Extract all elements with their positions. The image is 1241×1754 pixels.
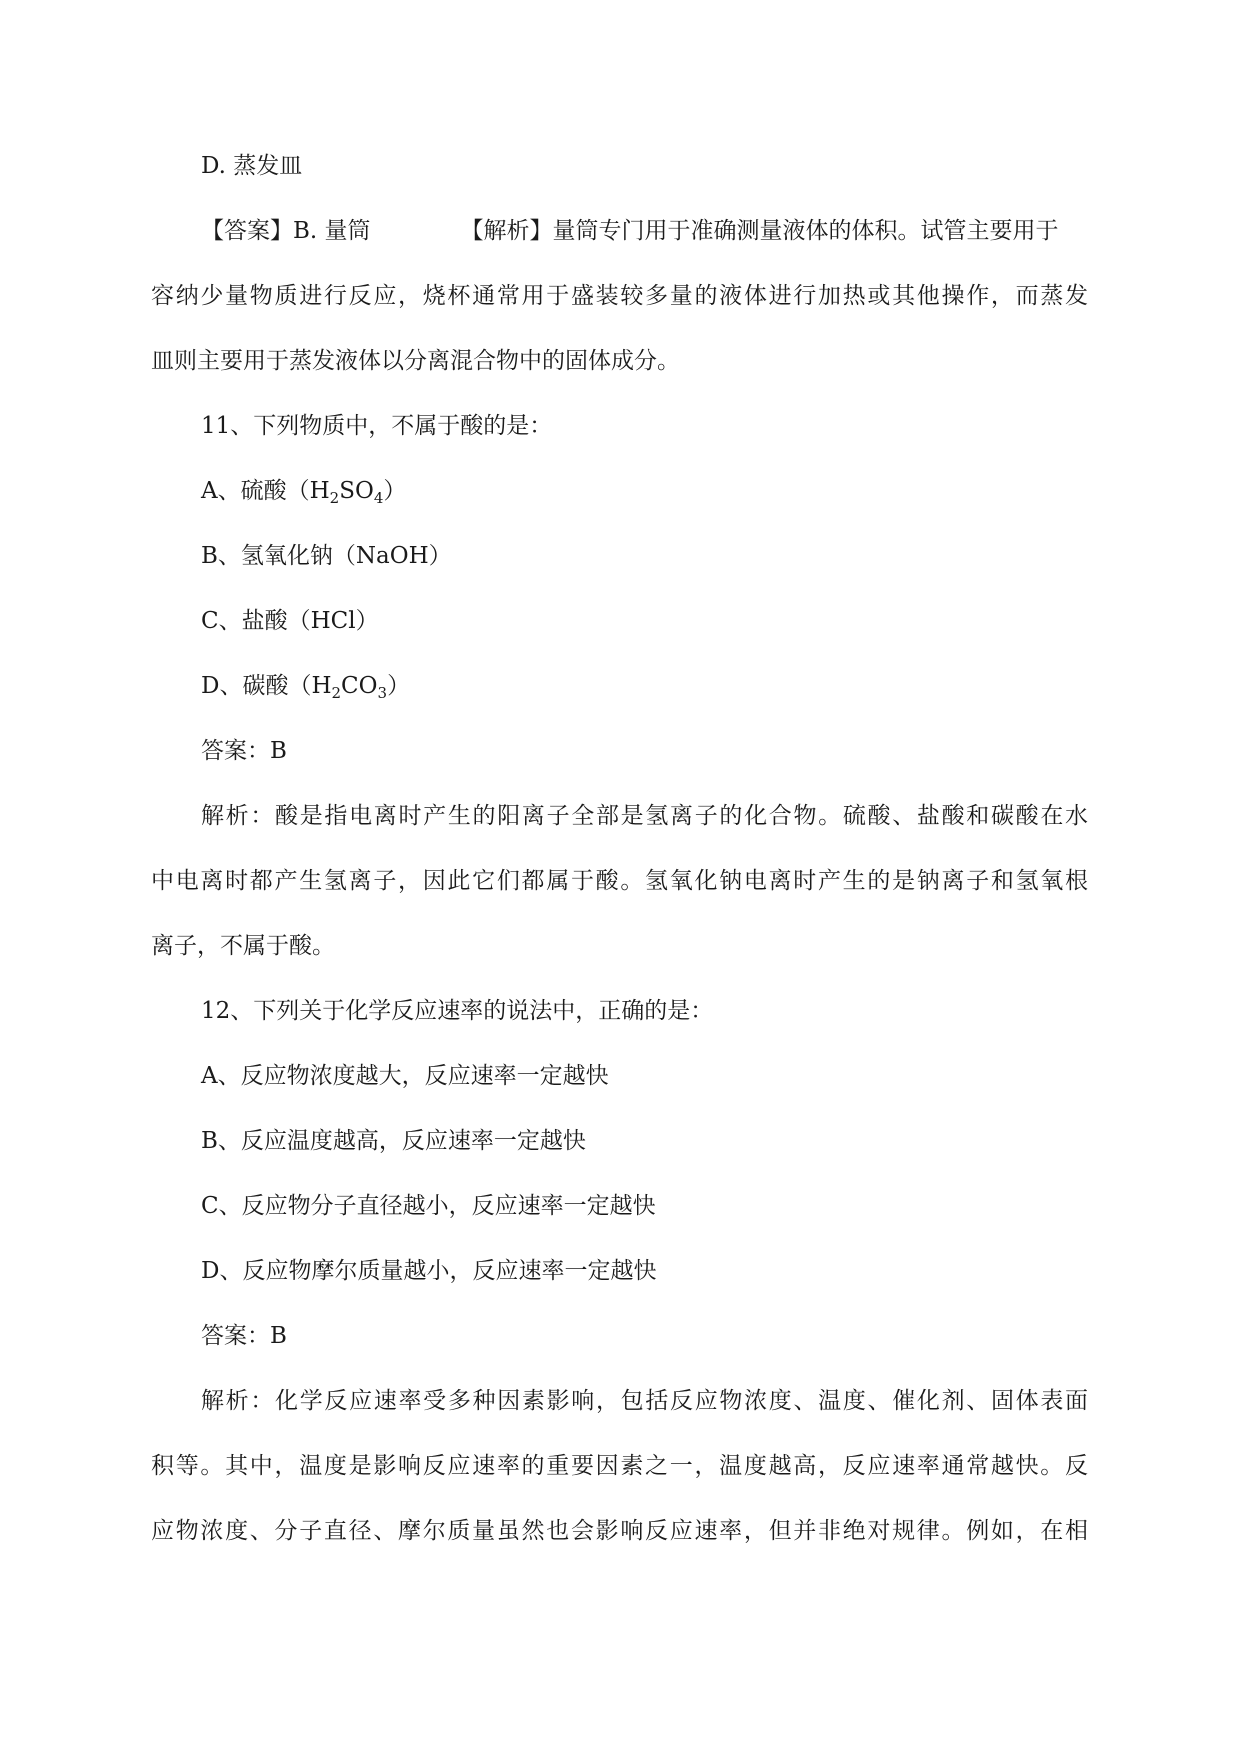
q11-option-c: C、盐酸（HCl） bbox=[201, 608, 379, 634]
q12-analysis-line2: 积等。其中，温度是影响反应速率的重要因素之一，温度越高，反应速率通常越快。反 bbox=[151, 1453, 1088, 1479]
q11-option-a: A、硫酸$(H_2SO_4)$ bbox=[201, 478, 407, 507]
q10-option-d: D. 蒸发皿 bbox=[201, 153, 303, 179]
q11-answer: 答案：B bbox=[201, 738, 287, 764]
q11-option-d: D、碳酸$(H_2CO_3)$ bbox=[201, 673, 411, 702]
q11-analysis-line1: 解析：酸是指电离时产生的阳离子全部是氢离子的化合物。硫酸、盐酸和碳酸在水 bbox=[201, 803, 1088, 829]
q10-analysis-line2: 容纳少量物质进行反应，烧杯通常用于盛装较多量的液体进行加热或其他操作，而蒸发 bbox=[151, 283, 1088, 309]
q12-answer: 答案：B bbox=[201, 1323, 287, 1349]
q11-analysis-line2: 中电离时都产生氢离子，因此它们都属于酸。氢氧化钠电离时产生的是钠离子和氢氧根 bbox=[151, 868, 1088, 894]
q12-option-a: A、反应物浓度越大，反应速率一定越快 bbox=[201, 1063, 609, 1089]
q12-option-d: D、反应物摩尔质量越小，反应速率一定越快 bbox=[201, 1258, 657, 1284]
q11-option-b: B、氢氧化钠（NaOH） bbox=[201, 543, 452, 569]
q10-analysis-line3: 皿则主要用于蒸发液体以分离混合物中的固体成分。 bbox=[151, 348, 680, 374]
q11-analysis-line3: 离子，不属于酸。 bbox=[151, 933, 335, 959]
q10-analysis-start: 【解析】量筒专门用于准确测量液体的体积。试管主要用于 bbox=[460, 218, 1059, 244]
q12-option-b: B、反应温度越高，反应速率一定越快 bbox=[201, 1128, 586, 1154]
q12-analysis-line3: 应物浓度、分子直径、摩尔质量虽然也会影响反应速率，但并非绝对规律。例如，在相 bbox=[151, 1518, 1088, 1544]
q12-question: 12、下列关于化学反应速率的说法中，正确的是： bbox=[201, 998, 714, 1024]
q10-answer-analysis-line1 bbox=[0, 216, 1241, 246]
q12-analysis-line1: 解析：化学反应速率受多种因素影响，包括反应物浓度、温度、催化剂、固体表面 bbox=[201, 1388, 1088, 1414]
q12-option-c: C、反应物分子直径越小，反应速率一定越快 bbox=[201, 1193, 656, 1219]
q11-question: 11、下列物质中，不属于酸的是： bbox=[201, 413, 553, 439]
q10-answer: 【答案】B. 量筒 bbox=[201, 218, 371, 244]
